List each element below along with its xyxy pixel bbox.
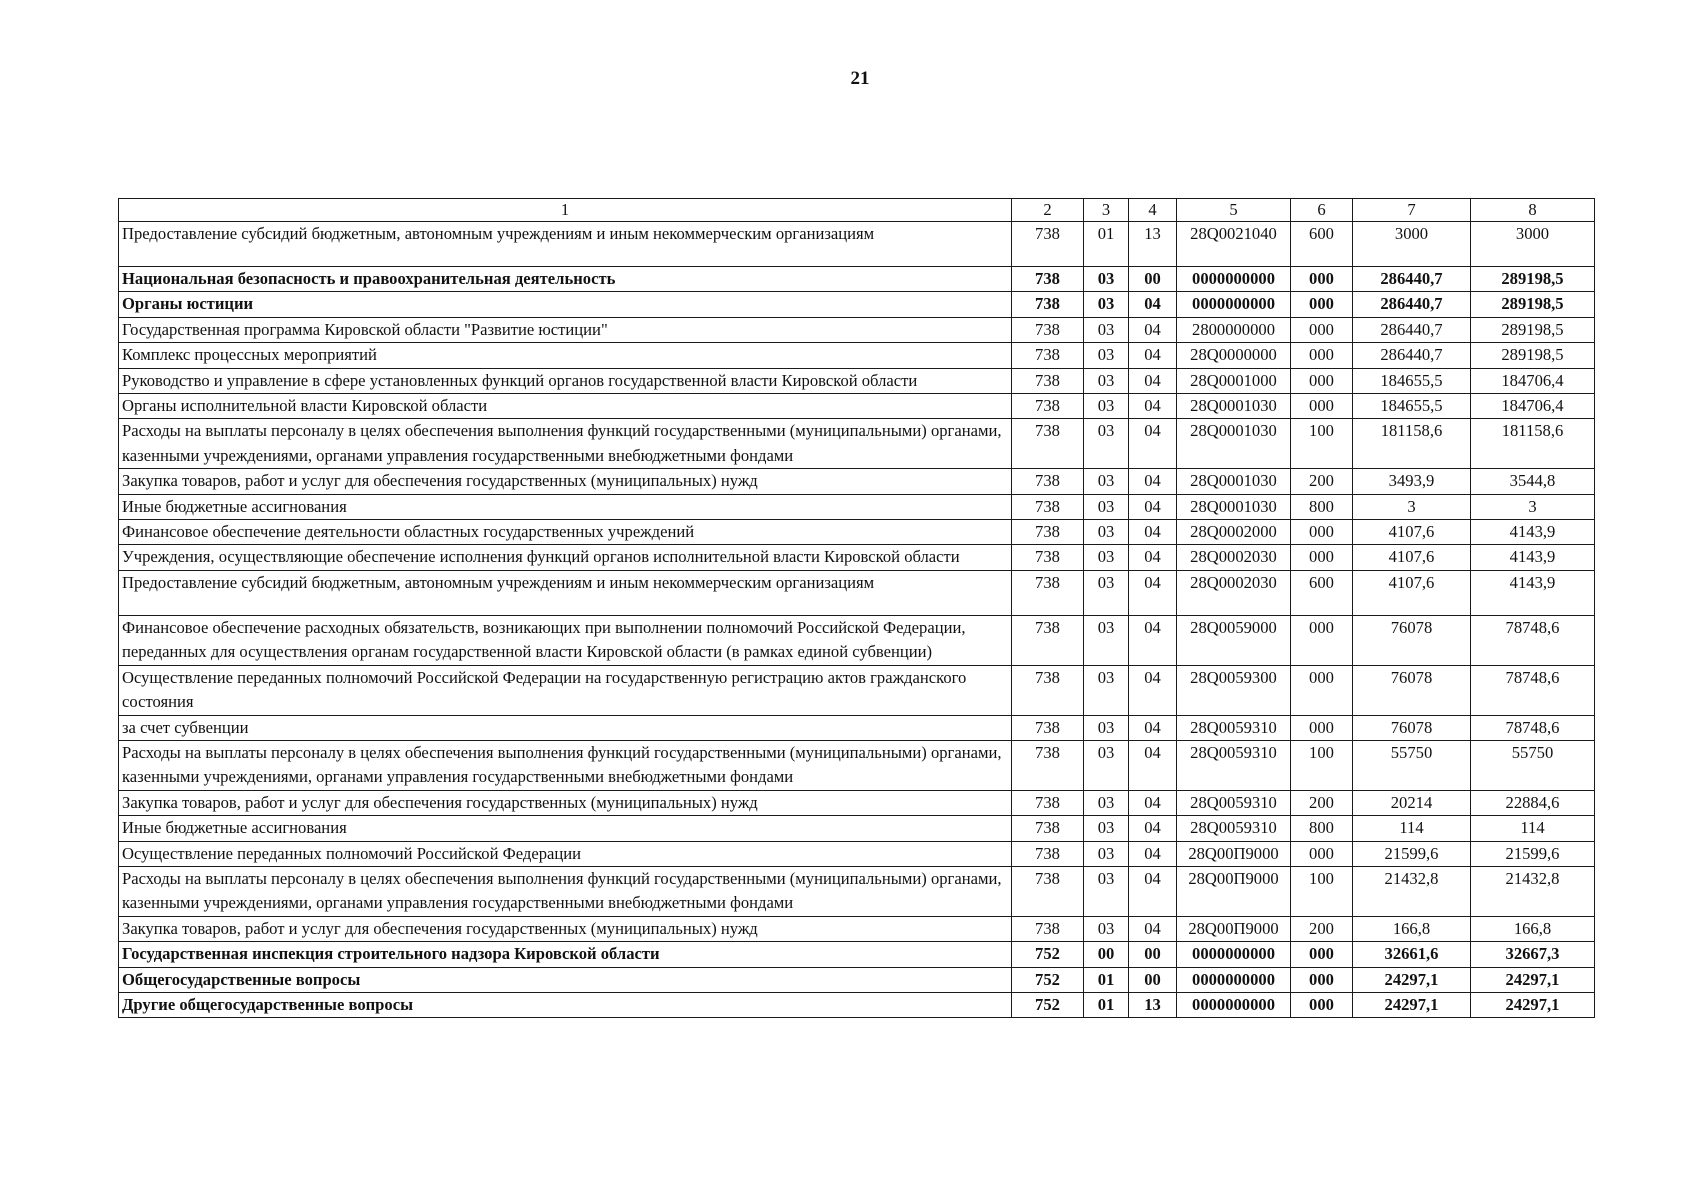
target-article-code: 28Q0001030 xyxy=(1177,419,1291,469)
subsection-code: 00 xyxy=(1129,967,1177,992)
amount-year-2: 4143,9 xyxy=(1471,520,1595,545)
target-article-code: 0000000000 xyxy=(1177,992,1291,1017)
subsection-code: 04 xyxy=(1129,368,1177,393)
item-name: Расходы на выплаты персоналу в целях обеспечения выполнения функций государственными (муниципальными) органами, казенными учреждениями, органами управления государственными внебюджетными фондами xyxy=(119,866,1012,916)
target-article-code: 28Q0059000 xyxy=(1177,615,1291,665)
subsection-code: 04 xyxy=(1129,866,1177,916)
target-article-code: 28Q00П9000 xyxy=(1177,916,1291,941)
amount-year-1: 4107,6 xyxy=(1353,570,1471,615)
amount-year-2: 289198,5 xyxy=(1471,267,1595,292)
subsection-code: 00 xyxy=(1129,942,1177,967)
expense-type-code: 000 xyxy=(1291,967,1353,992)
subsection-code: 13 xyxy=(1129,222,1177,267)
expense-type-code: 100 xyxy=(1291,740,1353,790)
ministry-code: 738 xyxy=(1012,267,1084,292)
table-body xyxy=(119,222,1595,1018)
section-code: 03 xyxy=(1084,841,1129,866)
target-article-code: 28Q0059310 xyxy=(1177,715,1291,740)
expense-type-code: 100 xyxy=(1291,866,1353,916)
section-code: 03 xyxy=(1084,916,1129,941)
amount-year-1: 76078 xyxy=(1353,715,1471,740)
section-code: 03 xyxy=(1084,343,1129,368)
item-name: Комплекс процессных мероприятий xyxy=(119,343,1012,368)
subsection-code: 13 xyxy=(1129,992,1177,1017)
subsection-code: 04 xyxy=(1129,545,1177,570)
budget-table xyxy=(118,198,1595,1018)
amount-year-1: 184655,5 xyxy=(1353,368,1471,393)
section-code: 03 xyxy=(1084,545,1129,570)
ministry-code: 738 xyxy=(1012,665,1084,715)
table-row xyxy=(119,570,1595,615)
expense-type-code: 600 xyxy=(1291,222,1353,267)
item-name: Финансовое обеспечение расходных обязательств, возникающих при выполнении полномочий Российской Федерации, переданных для осуществления органам государственной власти Кировской области (в рамках единой субвенции) xyxy=(119,615,1012,665)
subsection-code: 04 xyxy=(1129,343,1177,368)
expense-type-code: 000 xyxy=(1291,942,1353,967)
ministry-code: 752 xyxy=(1012,967,1084,992)
target-article-code: 2800000000 xyxy=(1177,317,1291,342)
page-number: 21 xyxy=(850,68,870,89)
ministry-code: 738 xyxy=(1012,816,1084,841)
target-article-code: 28Q0002030 xyxy=(1177,545,1291,570)
table-row xyxy=(119,222,1595,267)
table-row xyxy=(119,394,1595,419)
target-article-code: 28Q0001030 xyxy=(1177,394,1291,419)
column-header-2: 2 xyxy=(1012,199,1084,222)
amount-year-1: 76078 xyxy=(1353,615,1471,665)
ministry-code: 738 xyxy=(1012,916,1084,941)
amount-year-1: 114 xyxy=(1353,816,1471,841)
table-row xyxy=(119,494,1595,519)
ministry-code: 738 xyxy=(1012,368,1084,393)
amount-year-2: 32667,3 xyxy=(1471,942,1595,967)
expense-type-code: 800 xyxy=(1291,494,1353,519)
section-code: 00 xyxy=(1084,942,1129,967)
column-header-3: 3 xyxy=(1084,199,1129,222)
column-header-6: 6 xyxy=(1291,199,1353,222)
amount-year-2: 78748,6 xyxy=(1471,665,1595,715)
amount-year-2: 3544,8 xyxy=(1471,469,1595,494)
target-article-code: 28Q0002000 xyxy=(1177,520,1291,545)
item-name: Органы юстиции xyxy=(119,292,1012,317)
target-article-code: 28Q0002030 xyxy=(1177,570,1291,615)
amount-year-1: 3493,9 xyxy=(1353,469,1471,494)
expense-type-code: 000 xyxy=(1291,992,1353,1017)
amount-year-1: 286440,7 xyxy=(1353,317,1471,342)
item-name: Осуществление переданных полномочий Российской Федерации на государственную регистрацию актов гражданского состояния xyxy=(119,665,1012,715)
target-article-code: 0000000000 xyxy=(1177,267,1291,292)
amount-year-1: 55750 xyxy=(1353,740,1471,790)
item-name: Расходы на выплаты персоналу в целях обеспечения выполнения функций государственными (муниципальными) органами, казенными учреждениями, органами управления государственными внебюджетными фондами xyxy=(119,419,1012,469)
table-row xyxy=(119,419,1595,469)
item-name: Предоставление субсидий бюджетным, автономным учреждениям и иным некоммерческим организациям xyxy=(119,570,1012,615)
amount-year-1: 76078 xyxy=(1353,665,1471,715)
amount-year-2: 289198,5 xyxy=(1471,292,1595,317)
ministry-code: 738 xyxy=(1012,343,1084,368)
item-name: Расходы на выплаты персоналу в целях обеспечения выполнения функций государственными (муниципальными) органами, казенными учреждениями, органами управления государственными внебюджетными фондами xyxy=(119,740,1012,790)
subsection-code: 04 xyxy=(1129,615,1177,665)
table-row xyxy=(119,317,1595,342)
column-header-1: 1 xyxy=(119,199,1012,222)
amount-year-2: 55750 xyxy=(1471,740,1595,790)
table-row xyxy=(119,292,1595,317)
section-code: 03 xyxy=(1084,317,1129,342)
target-article-code: 0000000000 xyxy=(1177,967,1291,992)
amount-year-2: 166,8 xyxy=(1471,916,1595,941)
table-row xyxy=(119,866,1595,916)
expense-type-code: 200 xyxy=(1291,790,1353,815)
subsection-code: 04 xyxy=(1129,665,1177,715)
ministry-code: 738 xyxy=(1012,222,1084,267)
ministry-code: 738 xyxy=(1012,520,1084,545)
amount-year-1: 286440,7 xyxy=(1353,292,1471,317)
amount-year-1: 184655,5 xyxy=(1353,394,1471,419)
column-header-5: 5 xyxy=(1177,199,1291,222)
amount-year-1: 32661,6 xyxy=(1353,942,1471,967)
expense-type-code: 000 xyxy=(1291,841,1353,866)
amount-year-2: 21599,6 xyxy=(1471,841,1595,866)
target-article-code: 28Q0059310 xyxy=(1177,816,1291,841)
amount-year-1: 21599,6 xyxy=(1353,841,1471,866)
section-code: 03 xyxy=(1084,740,1129,790)
target-article-code: 0000000000 xyxy=(1177,292,1291,317)
subsection-code: 04 xyxy=(1129,715,1177,740)
column-header-8: 8 xyxy=(1471,199,1595,222)
subsection-code: 04 xyxy=(1129,570,1177,615)
ministry-code: 752 xyxy=(1012,992,1084,1017)
amount-year-2: 184706,4 xyxy=(1471,394,1595,419)
expense-type-code: 000 xyxy=(1291,715,1353,740)
subsection-code: 04 xyxy=(1129,494,1177,519)
ministry-code: 738 xyxy=(1012,615,1084,665)
expense-type-code: 000 xyxy=(1291,394,1353,419)
ministry-code: 738 xyxy=(1012,292,1084,317)
item-name: Руководство и управление в сфере установленных функций органов государственной власти Кировской области xyxy=(119,368,1012,393)
subsection-code: 04 xyxy=(1129,790,1177,815)
amount-year-2: 184706,4 xyxy=(1471,368,1595,393)
expense-type-code: 000 xyxy=(1291,545,1353,570)
item-name: Закупка товаров, работ и услуг для обеспечения государственных (муниципальных) нужд xyxy=(119,469,1012,494)
ministry-code: 738 xyxy=(1012,570,1084,615)
amount-year-2: 181158,6 xyxy=(1471,419,1595,469)
amount-year-1: 3000 xyxy=(1353,222,1471,267)
ministry-code: 738 xyxy=(1012,715,1084,740)
table-row xyxy=(119,841,1595,866)
item-name: Закупка товаров, работ и услуг для обеспечения государственных (муниципальных) нужд xyxy=(119,916,1012,941)
section-code: 03 xyxy=(1084,469,1129,494)
target-article-code: 28Q0021040 xyxy=(1177,222,1291,267)
section-code: 03 xyxy=(1084,520,1129,545)
target-article-code: 28Q0059300 xyxy=(1177,665,1291,715)
target-article-code: 28Q00П9000 xyxy=(1177,866,1291,916)
ministry-code: 738 xyxy=(1012,469,1084,494)
table-row xyxy=(119,368,1595,393)
target-article-code: 28Q0059310 xyxy=(1177,740,1291,790)
expense-type-code: 100 xyxy=(1291,419,1353,469)
subsection-code: 04 xyxy=(1129,317,1177,342)
table-row xyxy=(119,267,1595,292)
subsection-code: 04 xyxy=(1129,841,1177,866)
ministry-code: 738 xyxy=(1012,545,1084,570)
table-row xyxy=(119,967,1595,992)
section-code: 03 xyxy=(1084,866,1129,916)
item-name: за счет субвенции xyxy=(119,715,1012,740)
amount-year-2: 4143,9 xyxy=(1471,570,1595,615)
item-name: Государственная программа Кировской области "Развитие юстиции" xyxy=(119,317,1012,342)
ministry-code: 738 xyxy=(1012,790,1084,815)
subsection-code: 04 xyxy=(1129,916,1177,941)
section-code: 03 xyxy=(1084,368,1129,393)
expense-type-code: 600 xyxy=(1291,570,1353,615)
table-row xyxy=(119,942,1595,967)
expense-type-code: 000 xyxy=(1291,317,1353,342)
table-row xyxy=(119,816,1595,841)
item-name: Общегосударственные вопросы xyxy=(119,967,1012,992)
item-name: Иные бюджетные ассигнования xyxy=(119,816,1012,841)
section-code: 01 xyxy=(1084,967,1129,992)
amount-year-1: 4107,6 xyxy=(1353,520,1471,545)
section-code: 03 xyxy=(1084,494,1129,519)
target-article-code: 28Q0001000 xyxy=(1177,368,1291,393)
ministry-code: 738 xyxy=(1012,740,1084,790)
ministry-code: 738 xyxy=(1012,494,1084,519)
item-name: Государственная инспекция строительного надзора Кировской области xyxy=(119,942,1012,967)
ministry-code: 738 xyxy=(1012,317,1084,342)
subsection-code: 00 xyxy=(1129,267,1177,292)
expense-type-code: 200 xyxy=(1291,916,1353,941)
amount-year-2: 3000 xyxy=(1471,222,1595,267)
expense-type-code: 000 xyxy=(1291,615,1353,665)
item-name: Предоставление субсидий бюджетным, автономным учреждениям и иным некоммерческим организациям xyxy=(119,222,1012,267)
subsection-code: 04 xyxy=(1129,394,1177,419)
amount-year-1: 24297,1 xyxy=(1353,967,1471,992)
column-header-4: 4 xyxy=(1129,199,1177,222)
table-row xyxy=(119,665,1595,715)
amount-year-1: 4107,6 xyxy=(1353,545,1471,570)
amount-year-1: 286440,7 xyxy=(1353,267,1471,292)
subsection-code: 04 xyxy=(1129,469,1177,494)
amount-year-1: 3 xyxy=(1353,494,1471,519)
target-article-code: 28Q0001030 xyxy=(1177,494,1291,519)
amount-year-1: 166,8 xyxy=(1353,916,1471,941)
item-name: Закупка товаров, работ и услуг для обеспечения государственных (муниципальных) нужд xyxy=(119,790,1012,815)
section-code: 03 xyxy=(1084,790,1129,815)
amount-year-2: 22884,6 xyxy=(1471,790,1595,815)
expense-type-code: 000 xyxy=(1291,665,1353,715)
section-code: 03 xyxy=(1084,292,1129,317)
amount-year-2: 21432,8 xyxy=(1471,866,1595,916)
target-article-code: 28Q0059310 xyxy=(1177,790,1291,815)
amount-year-1: 286440,7 xyxy=(1353,343,1471,368)
amount-year-1: 20214 xyxy=(1353,790,1471,815)
amount-year-2: 114 xyxy=(1471,816,1595,841)
expense-type-code: 000 xyxy=(1291,292,1353,317)
expense-type-code: 000 xyxy=(1291,343,1353,368)
section-code: 03 xyxy=(1084,715,1129,740)
amount-year-1: 21432,8 xyxy=(1353,866,1471,916)
amount-year-2: 3 xyxy=(1471,494,1595,519)
subsection-code: 04 xyxy=(1129,816,1177,841)
column-header-7: 7 xyxy=(1353,199,1471,222)
table-row xyxy=(119,790,1595,815)
ministry-code: 738 xyxy=(1012,394,1084,419)
section-code: 03 xyxy=(1084,394,1129,419)
section-code: 01 xyxy=(1084,992,1129,1017)
item-name: Учреждения, осуществляющие обеспечение исполнения функций органов исполнительной власти Кировской области xyxy=(119,545,1012,570)
amount-year-2: 24297,1 xyxy=(1471,992,1595,1017)
ministry-code: 738 xyxy=(1012,841,1084,866)
item-name: Национальная безопасность и правоохранительная деятельность xyxy=(119,267,1012,292)
item-name: Финансовое обеспечение деятельности областных государственных учреждений xyxy=(119,520,1012,545)
expense-type-code: 000 xyxy=(1291,267,1353,292)
table-row xyxy=(119,715,1595,740)
table-row xyxy=(119,740,1595,790)
amount-year-2: 4143,9 xyxy=(1471,545,1595,570)
amount-year-2: 24297,1 xyxy=(1471,967,1595,992)
target-article-code: 28Q0000000 xyxy=(1177,343,1291,368)
amount-year-2: 78748,6 xyxy=(1471,615,1595,665)
expense-type-code: 200 xyxy=(1291,469,1353,494)
section-code: 03 xyxy=(1084,570,1129,615)
ministry-code: 752 xyxy=(1012,942,1084,967)
section-code: 03 xyxy=(1084,665,1129,715)
section-code: 03 xyxy=(1084,267,1129,292)
table-row xyxy=(119,469,1595,494)
table-row xyxy=(119,916,1595,941)
table-row xyxy=(119,343,1595,368)
ministry-code: 738 xyxy=(1012,866,1084,916)
section-code: 03 xyxy=(1084,615,1129,665)
subsection-code: 04 xyxy=(1129,419,1177,469)
item-name: Иные бюджетные ассигнования xyxy=(119,494,1012,519)
subsection-code: 04 xyxy=(1129,520,1177,545)
table-row xyxy=(119,615,1595,665)
section-code: 01 xyxy=(1084,222,1129,267)
expense-type-code: 800 xyxy=(1291,816,1353,841)
target-article-code: 28Q00П9000 xyxy=(1177,841,1291,866)
table-header-row xyxy=(119,199,1595,222)
subsection-code: 04 xyxy=(1129,740,1177,790)
subsection-code: 04 xyxy=(1129,292,1177,317)
expense-type-code: 000 xyxy=(1291,368,1353,393)
ministry-code: 738 xyxy=(1012,419,1084,469)
table-row xyxy=(119,545,1595,570)
target-article-code: 28Q0001030 xyxy=(1177,469,1291,494)
target-article-code: 0000000000 xyxy=(1177,942,1291,967)
amount-year-2: 289198,5 xyxy=(1471,317,1595,342)
amount-year-1: 24297,1 xyxy=(1353,992,1471,1017)
item-name: Другие общегосударственные вопросы xyxy=(119,992,1012,1017)
amount-year-2: 78748,6 xyxy=(1471,715,1595,740)
amount-year-2: 289198,5 xyxy=(1471,343,1595,368)
amount-year-1: 181158,6 xyxy=(1353,419,1471,469)
section-code: 03 xyxy=(1084,419,1129,469)
item-name: Органы исполнительной власти Кировской области xyxy=(119,394,1012,419)
table-row xyxy=(119,992,1595,1017)
expense-type-code: 000 xyxy=(1291,520,1353,545)
item-name: Осуществление переданных полномочий Российской Федерации xyxy=(119,841,1012,866)
section-code: 03 xyxy=(1084,816,1129,841)
table-row xyxy=(119,520,1595,545)
